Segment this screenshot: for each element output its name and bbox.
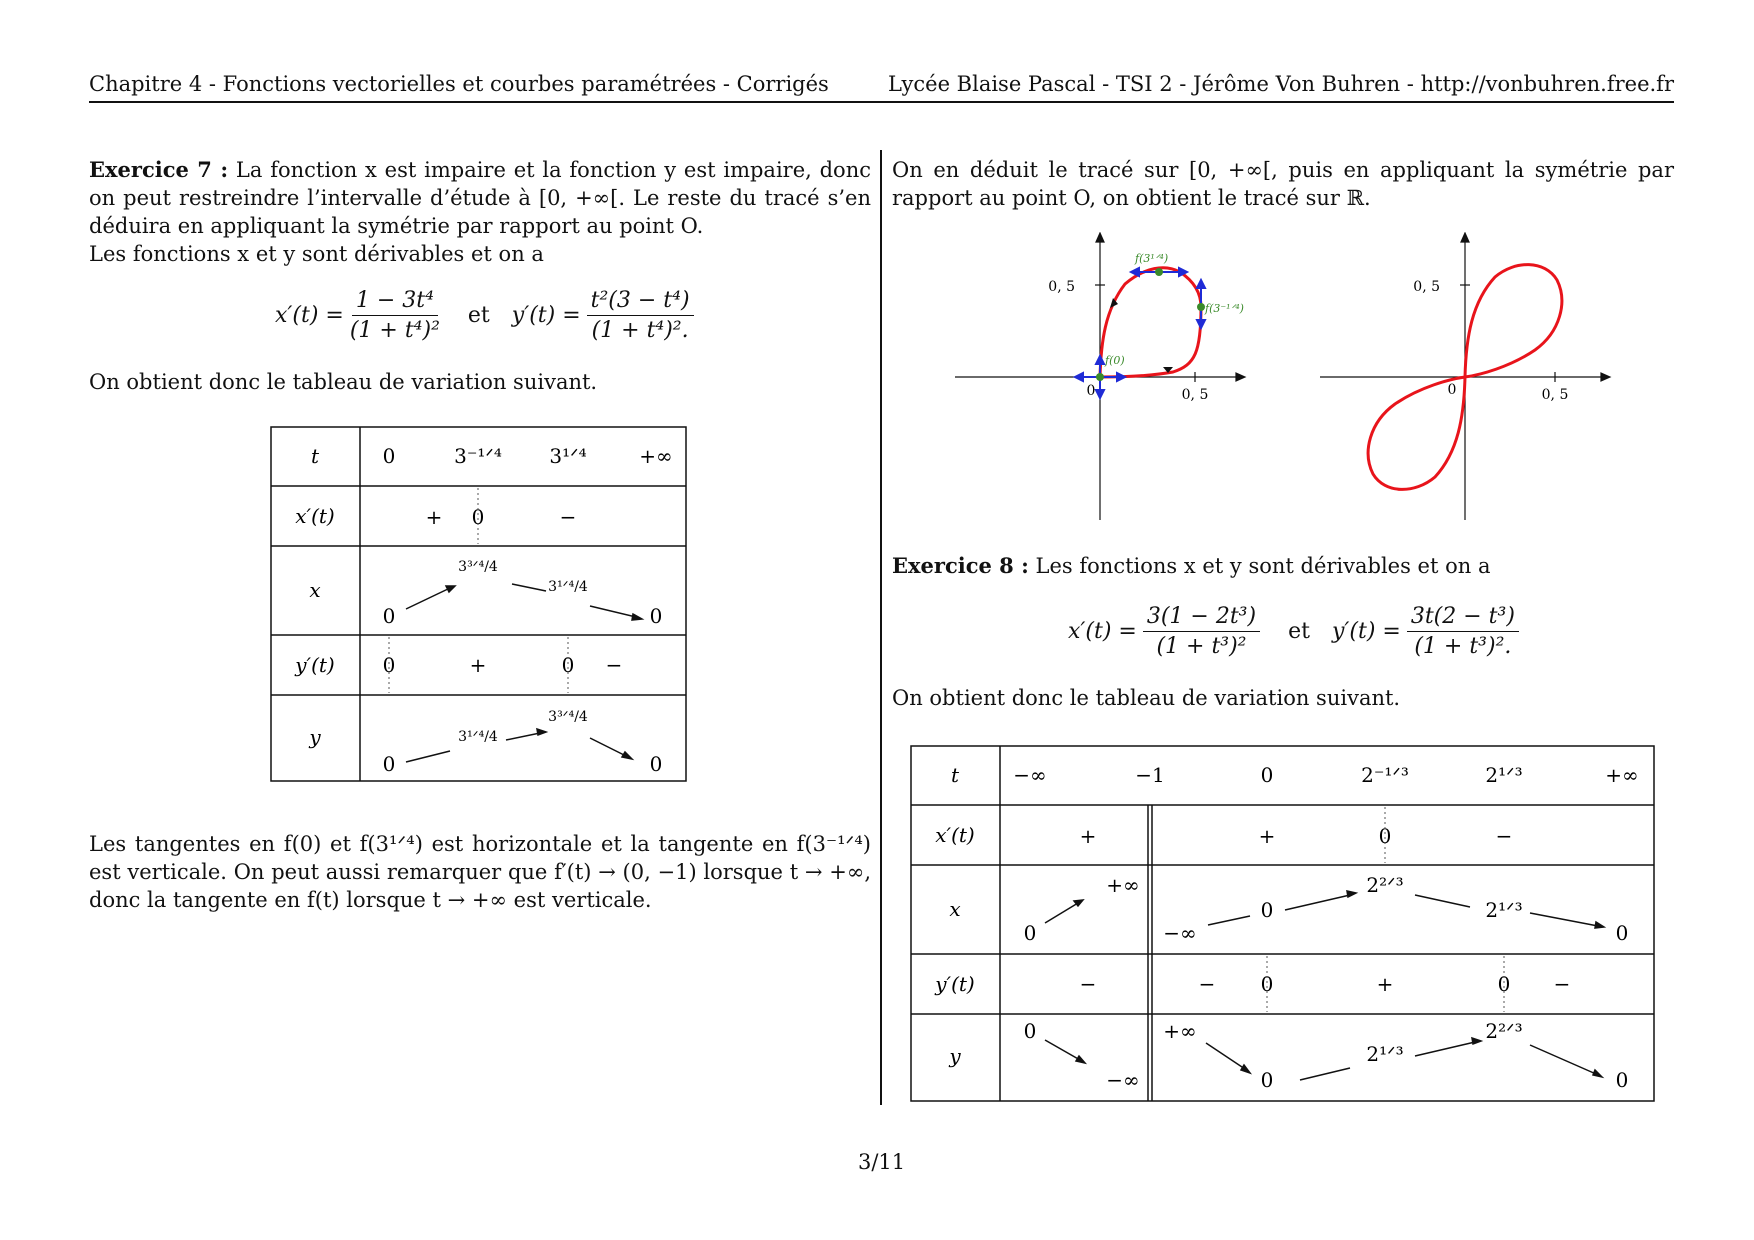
header-rule (89, 101, 1674, 103)
ex7-intro (89, 156, 871, 268)
ex8-t-5: +∞ (1605, 763, 1639, 787)
plot1-label-f-top: f(3¹ᐟ⁴) (1135, 252, 1169, 265)
plot-full-curve (1320, 232, 1620, 522)
ex7-et: et (467, 303, 490, 328)
ex8-xprime-frac (1143, 604, 1260, 659)
plot2-xtick: 0, 5 (1541, 387, 1569, 403)
column-divider (880, 150, 882, 1105)
ex7-xprime-den: (1 + t⁴)² (349, 318, 440, 343)
ex8-intro (892, 552, 1490, 580)
ex7-x-2: 3¹ᐟ⁴/4 (548, 579, 588, 595)
plot1-origin: 0 (1086, 383, 1096, 399)
ex7-y-0: 0 (382, 752, 396, 776)
ex8-y-4: 2¹ᐟ³ (1366, 1042, 1404, 1066)
ex7-t-3: +∞ (639, 444, 673, 468)
ex8-t-1: −1 (1135, 763, 1165, 787)
ex8-yprime-2: 0 (1260, 972, 1274, 996)
ex7-xprime-sign-2: − (559, 505, 577, 529)
ex8-t-4: 2¹ᐟ³ (1485, 763, 1523, 787)
header-right: Lycée Blaise Pascal - TSI 2 - Jérôme Von Buhren - http://vonbuhren.free.fr (887, 72, 1674, 96)
ex8-derivatives (1068, 604, 1525, 659)
ex8-yprime-4: 0 (1497, 972, 1511, 996)
ex8-xprime-num: 3(1 − 2t³) (1143, 604, 1260, 632)
ex7-yprime-lhs: y′(t) = (511, 303, 581, 328)
ex8-yprime-num: 3t(2 − t³) (1407, 604, 1519, 632)
ex8-t-3: 2⁻¹ᐟ³ (1361, 763, 1409, 787)
ex8-t-0: −∞ (1013, 763, 1047, 787)
ex8-et: et (1288, 619, 1310, 644)
ex8-x-1: +∞ (1106, 873, 1140, 897)
ex7-row-label-y: y (309, 725, 321, 749)
right-intro: On en déduit le tracé sur [0, +∞[, puis en appliquant la symétrie par rapport au point O, on obtient le tracé sur ℝ. (892, 158, 1674, 210)
ex7-xprime-frac (350, 288, 440, 343)
ex7-yprime-frac (587, 288, 694, 343)
ex7-t-1: 3⁻¹ᐟ⁴ (454, 444, 502, 468)
ex8-intro-text: Les fonctions x et y sont dérivables et on a (1035, 554, 1491, 578)
ex8-y-2: +∞ (1163, 1019, 1197, 1043)
plot1-ytick: 0, 5 (1048, 279, 1075, 295)
ex8-row-label-y: y (949, 1044, 961, 1068)
ex7-t-2: 3¹ᐟ⁴ (549, 444, 587, 468)
plot2-origin: 0 (1447, 382, 1457, 398)
ex8-y-6: 0 (1615, 1068, 1629, 1092)
ex8-y-0: 0 (1023, 1019, 1037, 1043)
ex7-t-0: 0 (382, 444, 396, 468)
ex8-yprime-frac (1407, 604, 1519, 659)
header-left: Chapitre 4 - Fonctions vectorielles et courbes paramétrées - Corrigés (89, 72, 829, 96)
ex7-derivatives (275, 288, 700, 343)
ex8-xprime-lhs: x′(t) = (1068, 619, 1137, 644)
ex7-table-intro: On obtient donc le tableau de variation suivant. (89, 370, 598, 394)
ex7-yprime-2: 0 (561, 653, 575, 677)
ex8-xprime-0: + (1079, 824, 1097, 848)
ex8-yprime-den: (1 + t³)². (1414, 634, 1512, 659)
ex8-row-label-yprime: y′(t) (935, 972, 975, 996)
ex7-row-label-yprime: y′(t) (295, 653, 335, 677)
ex8-title: Exercice 8 : (892, 553, 1029, 578)
ex7-x-1: 3³ᐟ⁴/4 (458, 559, 498, 575)
ex7-xprime-num: 1 − 3t⁴ (352, 288, 438, 316)
ex8-table-intro: On obtient donc le tableau de variation suivant. (892, 686, 1401, 710)
ex7-yprime-1: + (469, 653, 487, 677)
ex8-y-5: 2²ᐟ³ (1485, 1019, 1523, 1043)
ex7-title: Exercice 7 : (89, 157, 229, 182)
ex8-x-3: 0 (1260, 898, 1274, 922)
ex8-x-0: 0 (1023, 921, 1037, 945)
ex8-x-2: −∞ (1163, 921, 1197, 945)
ex8-yprime-1: − (1198, 972, 1216, 996)
ex8-xprime-den: (1 + t³)² (1156, 634, 1247, 659)
ex7-conclusion: Les tangentes en f(0) et f(3¹ᐟ⁴) est horizontale et la tangente en f(3⁻¹ᐟ⁴) est verticale. On peut aussi remarquer que f′(t) → (0, −1) lorsque t → +∞, donc la tangente en f(t) lorsque t → +∞ est verticale. (89, 832, 871, 912)
ex7-y-1: 3¹ᐟ⁴/4 (458, 729, 498, 745)
plot1-label-f-right: f(3⁻¹ᐟ⁴) (1205, 302, 1244, 315)
plot-half-curve (955, 232, 1255, 522)
ex7-yprime-3: − (605, 653, 623, 677)
ex7-y-2: 3³ᐟ⁴/4 (548, 709, 588, 725)
ex8-row-label-xprime: x′(t) (935, 823, 975, 847)
ex8-x-4: 2²ᐟ³ (1366, 873, 1404, 897)
ex7-xprime-lhs: x′(t) = (275, 303, 344, 328)
ex8-xprime-1: + (1258, 824, 1276, 848)
ex8-row-label-x: x (949, 897, 961, 921)
ex8-yprime-3: + (1376, 972, 1394, 996)
page-number: 3/11 (858, 1150, 906, 1174)
ex7-yprime-den: (1 + t⁴)². (591, 318, 689, 343)
ex7-x-0: 0 (382, 604, 396, 628)
ex8-y-1: −∞ (1106, 1068, 1140, 1092)
ex7-row-label-x: x (309, 578, 321, 602)
ex8-x-6: 0 (1615, 921, 1629, 945)
ex7-variation-table (270, 426, 690, 784)
plot2-ytick: 0, 5 (1413, 279, 1440, 295)
ex8-y-3: 0 (1260, 1068, 1274, 1092)
plot1-label-f0: f(0) (1105, 354, 1125, 367)
ex8-yprime-lhs: y′(t) = (1331, 619, 1401, 644)
ex8-yprime-5: − (1553, 972, 1571, 996)
ex8-variation-table (910, 745, 1658, 1105)
ex8-x-5: 2¹ᐟ³ (1485, 898, 1523, 922)
ex7-row-label-xprime: x′(t) (295, 504, 335, 528)
ex7-yprime-num: t²(3 − t⁴) (587, 288, 694, 316)
ex8-yprime-0: − (1079, 972, 1097, 996)
ex7-intro-text: La fonction x est impaire et la fonction y est impaire, donc on peut restreindre l’intervalle d’étude à [0, +∞[. Le reste du tracé s’en déduira en appliquant la symétrie par rapport au point O. (89, 158, 871, 238)
ex8-xprime-2: 0 (1378, 824, 1392, 848)
ex8-row-label-t: t (950, 763, 960, 787)
ex8-xprime-3: − (1495, 824, 1513, 848)
ex7-deriv-intro: Les fonctions x et y sont dérivables et on a (89, 242, 544, 266)
ex7-xprime-sign-1: 0 (471, 505, 485, 529)
ex7-row-label-t: t (310, 444, 320, 468)
ex8-t-2: 0 (1260, 763, 1274, 787)
plot1-xtick: 0, 5 (1181, 387, 1209, 403)
ex7-y-3: 0 (649, 752, 663, 776)
ex7-x-3: 0 (649, 604, 663, 628)
ex7-xprime-sign-0: + (425, 505, 443, 529)
ex7-yprime-0: 0 (382, 653, 396, 677)
